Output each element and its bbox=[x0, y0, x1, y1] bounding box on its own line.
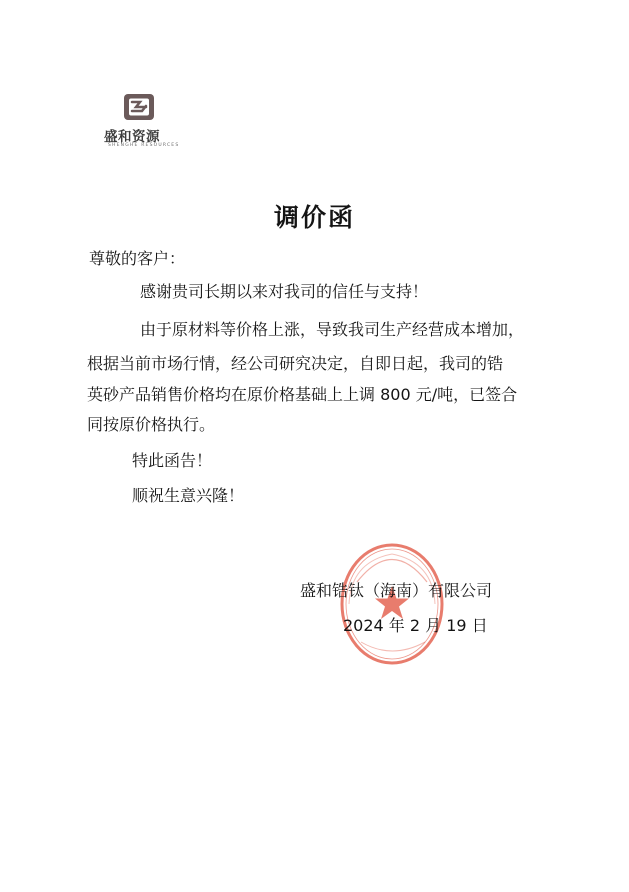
closing-wish: 顺祝生意兴隆！ bbox=[132, 486, 245, 505]
signature-date: 2024 年 2 月 19 日 bbox=[343, 616, 488, 635]
closing-notice: 特此函告！ bbox=[132, 451, 213, 470]
letter-title: 调价函 bbox=[273, 203, 355, 232]
greeting: 尊敬的客户： bbox=[89, 249, 186, 268]
company-seal-stamp bbox=[339, 542, 445, 666]
body-line-1: 由于原材料等价格上涨，导致我司生产经营成本增加， bbox=[140, 320, 525, 339]
body-line-3: 英砂产品销售价格均在原价格基础上上调 800 元/吨，已签合 bbox=[87, 385, 518, 404]
company-logo bbox=[104, 92, 194, 152]
logo-name: 盛和资源 bbox=[104, 129, 160, 145]
logo-mark-icon bbox=[122, 92, 156, 122]
body-line-2: 根据当前市场行情，经公司研究决定，自即日起，我司的锆 bbox=[87, 354, 504, 373]
thanks-paragraph: 感谢贵司长期以来对我司的信任与支持！ bbox=[140, 282, 429, 301]
signature-company: 盛和锆钛（海南）有限公司 bbox=[300, 581, 493, 600]
body-line-4: 同按原价格执行。 bbox=[87, 415, 216, 434]
logo-subtitle: SHENGHE RESOURCES bbox=[108, 143, 180, 148]
